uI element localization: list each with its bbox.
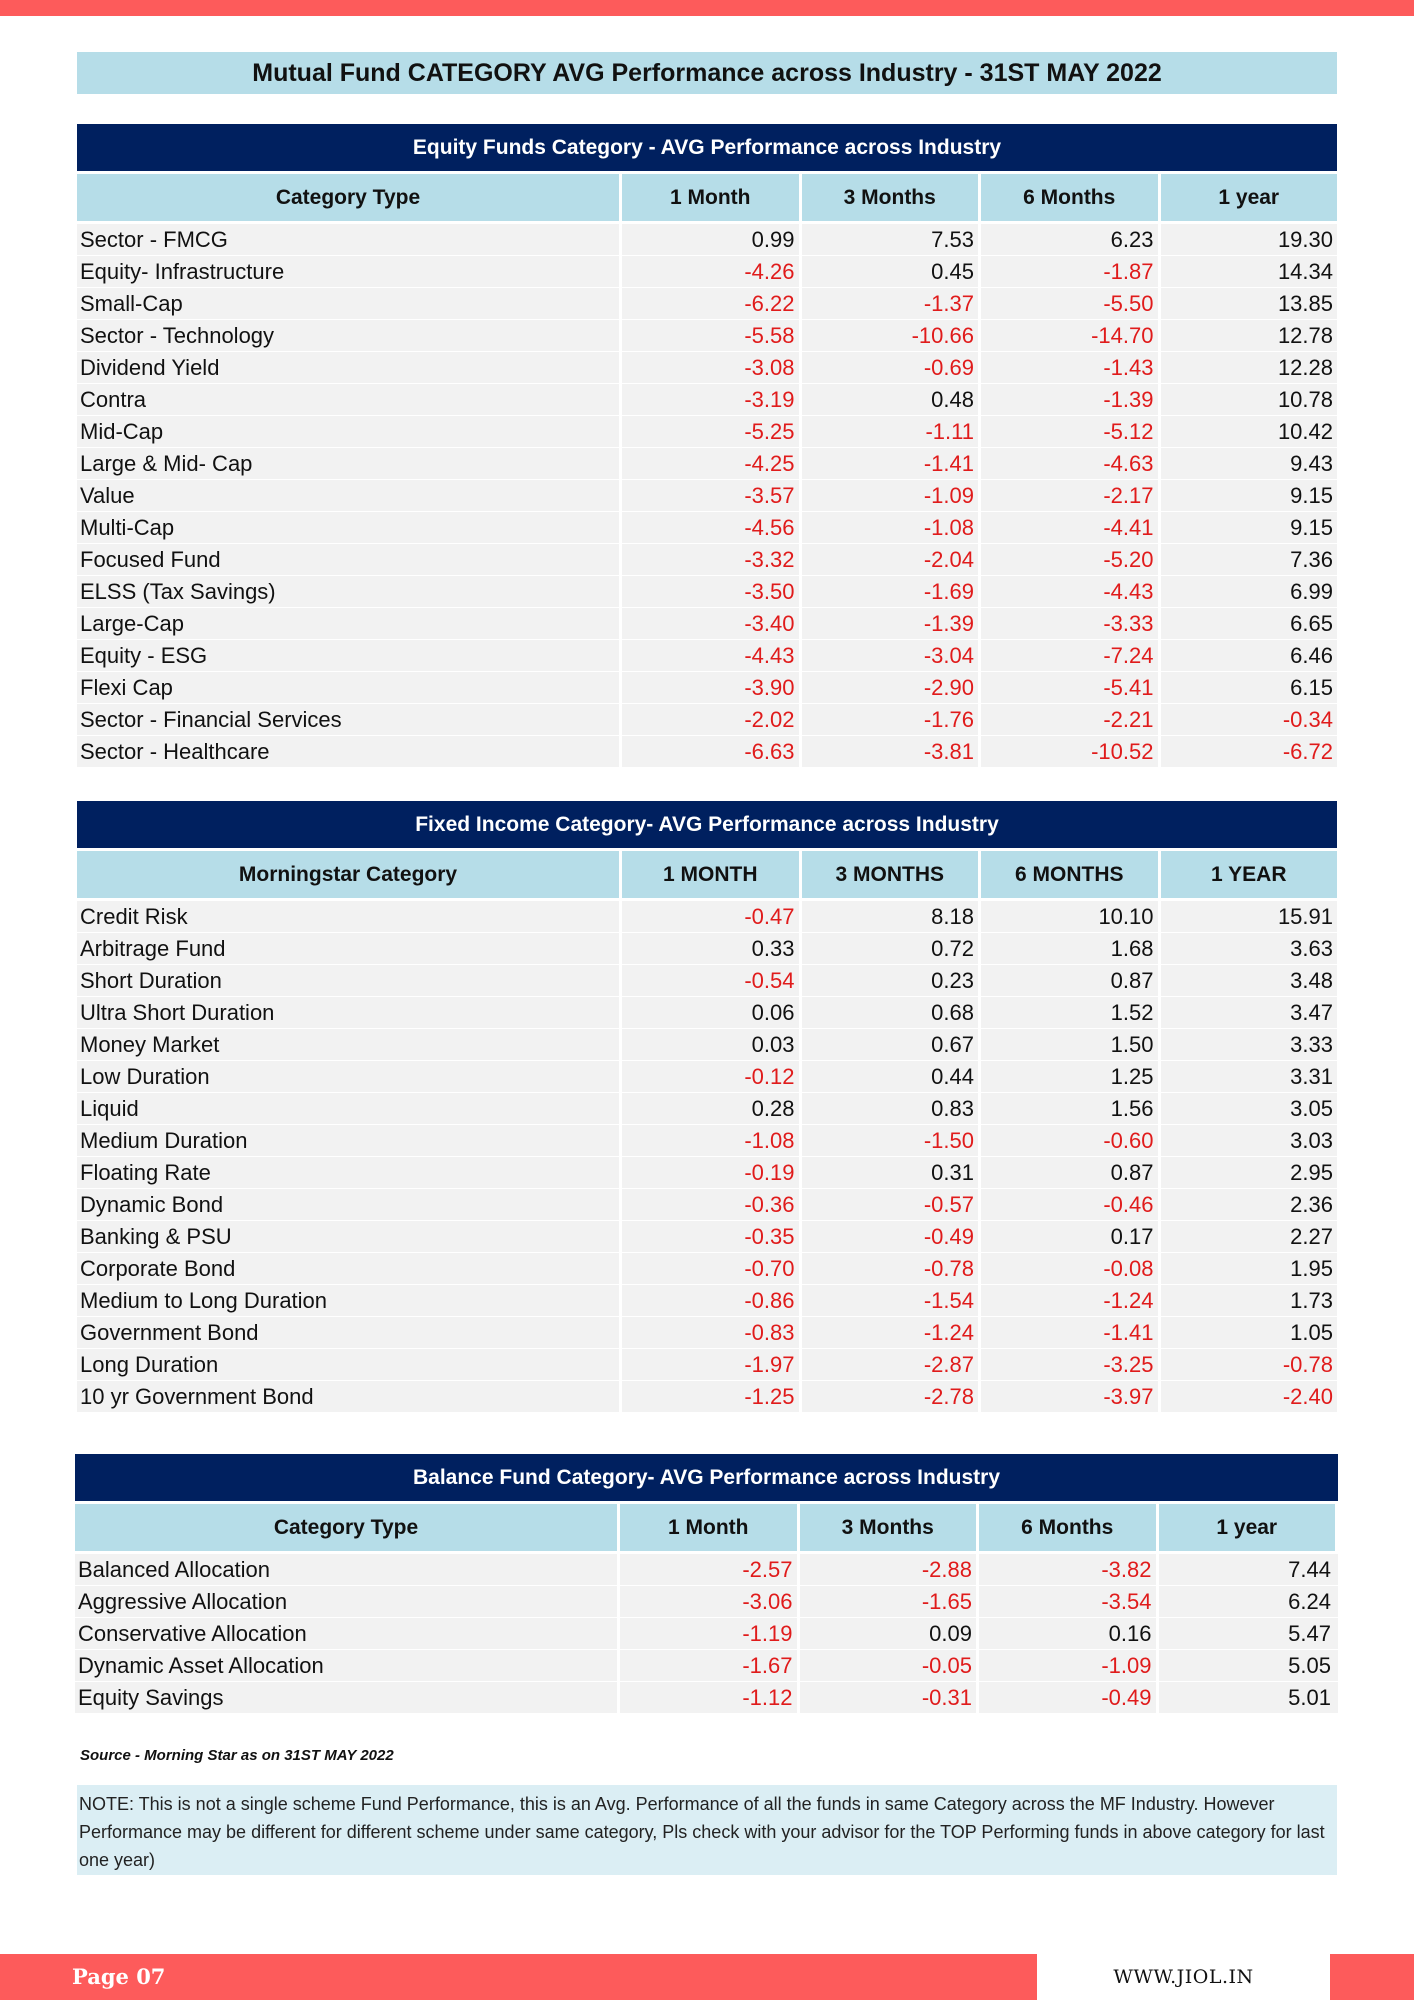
category-name-cell: Equity Savings [78, 1685, 224, 1710]
table-row [77, 1125, 1337, 1157]
return-value-cell: -5.25 [619, 416, 799, 447]
category-name-cell: Flexi Cap [80, 675, 173, 700]
return-value-cell: 1.05 [1158, 1317, 1338, 1348]
category-name-cell: ELSS (Tax Savings) [80, 579, 276, 604]
return-value-cell: -1.24 [799, 1317, 979, 1348]
footer-bar-end [1330, 1954, 1414, 2000]
table-row [75, 1682, 1338, 1714]
return-value-cell: 9.15 [1158, 512, 1338, 543]
category-name-cell: Large-Cap [80, 611, 184, 636]
return-value-cell: -6.22 [619, 288, 799, 319]
table-row [77, 1221, 1337, 1253]
return-value-cell: 6.65 [1158, 608, 1338, 639]
return-value-cell: -0.86 [619, 1285, 799, 1316]
return-value-cell: -0.78 [1158, 1349, 1338, 1380]
return-value-cell: 1.50 [978, 1029, 1158, 1060]
return-value-cell: -10.66 [799, 320, 979, 351]
column-header: 6 MONTHS [978, 851, 1158, 898]
return-value-cell: 6.23 [978, 224, 1158, 255]
return-value-cell: 9.15 [1158, 480, 1338, 511]
category-name-cell: Large & Mid- Cap [80, 451, 253, 476]
return-value-cell: -0.36 [619, 1189, 799, 1220]
return-value-cell: -0.05 [797, 1650, 977, 1681]
return-value-cell: 0.45 [799, 256, 979, 287]
category-name-cell: Balanced Allocation [78, 1557, 271, 1582]
return-value-cell: -4.43 [619, 640, 799, 671]
return-value-cell: -1.41 [799, 448, 979, 479]
return-value-cell: 1.25 [978, 1061, 1158, 1092]
column-header: 1 MONTH [619, 851, 799, 898]
return-value-cell: 0.17 [978, 1221, 1158, 1252]
table-row [75, 1554, 1338, 1586]
column-header: Morningstar Category [77, 851, 619, 898]
website-link[interactable]: WWW.JIOL.IN [1113, 1966, 1254, 1988]
return-value-cell: -7.24 [978, 640, 1158, 671]
category-name-cell: Sector - Technology [80, 323, 275, 348]
return-value-cell: -1.12 [617, 1682, 797, 1713]
return-value-cell: -0.35 [619, 1221, 799, 1252]
category-name-cell: Low Duration [80, 1064, 210, 1089]
return-value-cell: -3.32 [619, 544, 799, 575]
column-header: 1 Month [619, 174, 799, 221]
return-value-cell: 3.05 [1158, 1093, 1338, 1124]
table-row [77, 224, 1337, 256]
category-name-cell: Conservative Allocation [78, 1621, 307, 1646]
return-value-cell: -1.09 [976, 1650, 1156, 1681]
balance-fund-table [75, 1454, 1338, 1714]
return-value-cell: 10.10 [978, 901, 1158, 932]
return-value-cell: -3.54 [976, 1586, 1156, 1617]
category-name-cell: Arbitrage Fund [80, 936, 226, 961]
table-row [77, 288, 1337, 320]
return-value-cell: -1.08 [799, 512, 979, 543]
return-value-cell: -0.57 [799, 1189, 979, 1220]
section-title: Equity Funds Category - AVG Performance across Industry [77, 124, 1337, 171]
return-value-cell: -0.60 [978, 1125, 1158, 1156]
return-value-cell: -1.25 [619, 1381, 799, 1412]
return-value-cell: -6.63 [619, 736, 799, 767]
category-name-cell: Value [80, 483, 135, 508]
return-value-cell: -1.09 [799, 480, 979, 511]
return-value-cell: 7.36 [1158, 544, 1338, 575]
table-body [77, 901, 1337, 1413]
table-row [77, 1349, 1337, 1381]
return-value-cell: -14.70 [978, 320, 1158, 351]
table-row [77, 965, 1337, 997]
return-value-cell: -1.43 [978, 352, 1158, 383]
return-value-cell: -1.11 [799, 416, 979, 447]
return-value-cell: -2.78 [799, 1381, 979, 1412]
top-accent-bar [0, 0, 1414, 16]
return-value-cell: -0.08 [978, 1253, 1158, 1284]
category-name-cell: Government Bond [80, 1320, 259, 1345]
return-value-cell: 0.87 [978, 1157, 1158, 1188]
return-value-cell: 3.31 [1158, 1061, 1338, 1092]
return-value-cell: 7.53 [799, 224, 979, 255]
return-value-cell: -5.58 [619, 320, 799, 351]
return-value-cell: 10.78 [1158, 384, 1338, 415]
return-value-cell: 6.99 [1158, 576, 1338, 607]
return-value-cell: -0.31 [797, 1682, 977, 1713]
table-row [77, 448, 1337, 480]
return-value-cell: -5.20 [978, 544, 1158, 575]
table-row [75, 1618, 1338, 1650]
return-value-cell: -3.81 [799, 736, 979, 767]
table-row [77, 1285, 1337, 1317]
category-name-cell: Sector - Financial Services [80, 707, 342, 732]
return-value-cell: 1.73 [1158, 1285, 1338, 1316]
category-name-cell: Sector - Healthcare [80, 739, 270, 764]
table-row [77, 1029, 1337, 1061]
return-value-cell: 1.52 [978, 997, 1158, 1028]
table-row [77, 544, 1337, 576]
return-value-cell: 1.68 [978, 933, 1158, 964]
section-title: Fixed Income Category- AVG Performance across Industry [77, 801, 1337, 848]
category-name-cell: Long Duration [80, 1352, 219, 1377]
category-name-cell: Medium to Long Duration [80, 1288, 328, 1313]
page-title: Mutual Fund CATEGORY AVG Performance across Industry - 31ST MAY 2022 [77, 52, 1337, 94]
return-value-cell: -0.47 [619, 901, 799, 932]
return-value-cell: 6.24 [1156, 1586, 1336, 1617]
return-value-cell: -3.82 [976, 1554, 1156, 1585]
table-row [77, 576, 1337, 608]
column-header: 6 Months [976, 1504, 1156, 1551]
table-row [77, 672, 1337, 704]
category-name-cell: Medium Duration [80, 1128, 248, 1153]
return-value-cell: -1.54 [799, 1285, 979, 1316]
return-value-cell: -1.19 [617, 1618, 797, 1649]
table-row [77, 997, 1337, 1029]
return-value-cell: 0.33 [619, 933, 799, 964]
category-name-cell: Dynamic Asset Allocation [78, 1653, 324, 1678]
column-header: 3 MONTHS [799, 851, 979, 898]
return-value-cell: 0.44 [799, 1061, 979, 1092]
return-value-cell: 3.03 [1158, 1125, 1338, 1156]
column-header: 1 Month [617, 1504, 797, 1551]
return-value-cell: 0.72 [799, 933, 979, 964]
return-value-cell: -2.90 [799, 672, 979, 703]
table-row [77, 256, 1337, 288]
return-value-cell: -0.12 [619, 1061, 799, 1092]
return-value-cell: 10.42 [1158, 416, 1338, 447]
table-row [77, 1093, 1337, 1125]
return-value-cell: -2.57 [617, 1554, 797, 1585]
table-row [77, 384, 1337, 416]
return-value-cell: -1.37 [799, 288, 979, 319]
return-value-cell: -3.19 [619, 384, 799, 415]
return-value-cell: 15.91 [1158, 901, 1338, 932]
return-value-cell: -4.26 [619, 256, 799, 287]
table-row [77, 1317, 1337, 1349]
table-row [77, 901, 1337, 933]
return-value-cell: -5.12 [978, 416, 1158, 447]
return-value-cell: 3.47 [1158, 997, 1338, 1028]
return-value-cell: -2.40 [1158, 1381, 1338, 1412]
category-name-cell: Equity - ESG [80, 643, 208, 668]
category-name-cell: 10 yr Government Bond [80, 1384, 314, 1409]
return-value-cell: -1.97 [619, 1349, 799, 1380]
category-name-cell: Short Duration [80, 968, 222, 993]
return-value-cell: -1.65 [797, 1586, 977, 1617]
return-value-cell: -2.88 [797, 1554, 977, 1585]
table-row [75, 1650, 1338, 1682]
return-value-cell: 12.28 [1158, 352, 1338, 383]
return-value-cell: 2.27 [1158, 1221, 1338, 1252]
return-value-cell: 14.34 [1158, 256, 1338, 287]
return-value-cell: 3.33 [1158, 1029, 1338, 1060]
return-value-cell: 0.16 [976, 1618, 1156, 1649]
column-header-row [77, 851, 1337, 898]
category-name-cell: Floating Rate [80, 1160, 211, 1185]
return-value-cell: 0.83 [799, 1093, 979, 1124]
return-value-cell: -0.49 [799, 1221, 979, 1252]
return-value-cell: 3.48 [1158, 965, 1338, 996]
table-row [77, 1061, 1337, 1093]
return-value-cell: 5.01 [1156, 1682, 1336, 1713]
return-value-cell: -1.39 [799, 608, 979, 639]
return-value-cell: 8.18 [799, 901, 979, 932]
table-row [77, 352, 1337, 384]
return-value-cell: -3.25 [978, 1349, 1158, 1380]
category-name-cell: Equity- Infrastructure [80, 259, 285, 284]
table-row [77, 704, 1337, 736]
return-value-cell: -0.34 [1158, 704, 1338, 735]
return-value-cell: -2.21 [978, 704, 1158, 735]
return-value-cell: -4.56 [619, 512, 799, 543]
return-value-cell: -10.52 [978, 736, 1158, 767]
return-value-cell: 2.95 [1158, 1157, 1338, 1188]
return-value-cell: -4.41 [978, 512, 1158, 543]
category-name-cell: Focused Fund [80, 547, 221, 572]
return-value-cell: -0.49 [976, 1682, 1156, 1713]
return-value-cell: -2.17 [978, 480, 1158, 511]
return-value-cell: 9.43 [1158, 448, 1338, 479]
return-value-cell: -1.69 [799, 576, 979, 607]
return-value-cell: -1.39 [978, 384, 1158, 415]
fixed-income-table [77, 801, 1337, 1413]
return-value-cell: -1.87 [978, 256, 1158, 287]
category-name-cell: Corporate Bond [80, 1256, 236, 1281]
column-header-row [75, 1504, 1338, 1551]
return-value-cell: -4.63 [978, 448, 1158, 479]
return-value-cell: -3.33 [978, 608, 1158, 639]
return-value-cell: 0.87 [978, 965, 1158, 996]
table-row [77, 933, 1337, 965]
source-note: Source - Morning Star as on 31ST MAY 2022 [80, 1747, 394, 1764]
page-number: Page 07 [72, 1964, 166, 1989]
return-value-cell: -3.57 [619, 480, 799, 511]
table-body [77, 224, 1337, 768]
return-value-cell: 0.23 [799, 965, 979, 996]
return-value-cell: -5.50 [978, 288, 1158, 319]
category-name-cell: Mid-Cap [80, 419, 164, 444]
return-value-cell: -3.50 [619, 576, 799, 607]
return-value-cell: 0.06 [619, 997, 799, 1028]
return-value-cell: 0.67 [799, 1029, 979, 1060]
table-row [77, 640, 1337, 672]
category-name-cell: Money Market [80, 1032, 220, 1057]
section-title: Balance Fund Category- AVG Performance across Industry [75, 1454, 1338, 1501]
column-header: 3 Months [799, 174, 979, 221]
category-name-cell: Credit Risk [80, 904, 188, 929]
table-row [77, 416, 1337, 448]
category-name-cell: Sector - FMCG [80, 227, 228, 252]
return-value-cell: 0.03 [619, 1029, 799, 1060]
column-header-row [77, 174, 1337, 221]
return-value-cell: 2.36 [1158, 1189, 1338, 1220]
return-value-cell: 1.95 [1158, 1253, 1338, 1284]
category-name-cell: Dynamic Bond [80, 1192, 224, 1217]
return-value-cell: -3.97 [978, 1381, 1158, 1412]
return-value-cell: -0.54 [619, 965, 799, 996]
return-value-cell: 5.47 [1156, 1618, 1336, 1649]
return-value-cell: -4.25 [619, 448, 799, 479]
category-name-cell: Multi-Cap [80, 515, 175, 540]
return-value-cell: -3.90 [619, 672, 799, 703]
table-row [77, 736, 1337, 768]
disclaimer-note: NOTE: This is not a single scheme Fund Performance, this is an Avg. Performance of all the funds in same Category across the MF Industry. However Performance may be different for different scheme under same category, Pls check with your advisor for the TOP Performing funds in above category for last one year) [77, 1785, 1337, 1875]
equity-funds-table [77, 124, 1337, 768]
category-name-cell: Dividend Yield [80, 355, 220, 380]
category-name-cell: Ultra Short Duration [80, 1000, 275, 1025]
return-value-cell: -3.06 [617, 1586, 797, 1617]
column-header: 3 Months [797, 1504, 977, 1551]
return-value-cell: -4.43 [978, 576, 1158, 607]
return-value-cell: 0.28 [619, 1093, 799, 1124]
return-value-cell: -1.08 [619, 1125, 799, 1156]
category-name-cell: Aggressive Allocation [78, 1589, 288, 1614]
table-row [77, 320, 1337, 352]
table-row [77, 1157, 1337, 1189]
table-row [77, 480, 1337, 512]
return-value-cell: -6.72 [1158, 736, 1338, 767]
column-header: 6 Months [978, 174, 1158, 221]
return-value-cell: -5.41 [978, 672, 1158, 703]
table-row [77, 1189, 1337, 1221]
return-value-cell: 6.46 [1158, 640, 1338, 671]
return-value-cell: -1.24 [978, 1285, 1158, 1316]
return-value-cell: 0.09 [797, 1618, 977, 1649]
return-value-cell: -1.67 [617, 1650, 797, 1681]
return-value-cell: 0.68 [799, 997, 979, 1028]
return-value-cell: -0.19 [619, 1157, 799, 1188]
return-value-cell: 0.99 [619, 224, 799, 255]
return-value-cell: -1.50 [799, 1125, 979, 1156]
return-value-cell: -0.83 [619, 1317, 799, 1348]
column-header: 1 year [1156, 1504, 1336, 1551]
return-value-cell: 19.30 [1158, 224, 1338, 255]
return-value-cell: -0.69 [799, 352, 979, 383]
return-value-cell: 13.85 [1158, 288, 1338, 319]
column-header: 1 year [1158, 174, 1338, 221]
return-value-cell: -0.78 [799, 1253, 979, 1284]
return-value-cell: 7.44 [1156, 1554, 1336, 1585]
column-header: Category Type [77, 174, 619, 221]
return-value-cell: 5.05 [1156, 1650, 1336, 1681]
return-value-cell: -0.46 [978, 1189, 1158, 1220]
table-row [75, 1586, 1338, 1618]
category-name-cell: Banking & PSU [80, 1224, 232, 1249]
table-body [75, 1554, 1338, 1714]
return-value-cell: -0.70 [619, 1253, 799, 1284]
return-value-cell: 6.15 [1158, 672, 1338, 703]
return-value-cell: 3.63 [1158, 933, 1338, 964]
table-row [77, 1253, 1337, 1285]
return-value-cell: 1.56 [978, 1093, 1158, 1124]
table-row [77, 608, 1337, 640]
return-value-cell: -1.41 [978, 1317, 1158, 1348]
table-row [77, 512, 1337, 544]
return-value-cell: -2.02 [619, 704, 799, 735]
category-name-cell: Liquid [80, 1096, 139, 1121]
column-header: Category Type [75, 1504, 617, 1551]
return-value-cell: -3.08 [619, 352, 799, 383]
return-value-cell: -3.04 [799, 640, 979, 671]
return-value-cell: -1.76 [799, 704, 979, 735]
category-name-cell: Contra [80, 387, 147, 412]
table-row [77, 1381, 1337, 1413]
return-value-cell: -2.87 [799, 1349, 979, 1380]
return-value-cell: -3.40 [619, 608, 799, 639]
return-value-cell: 0.48 [799, 384, 979, 415]
return-value-cell: -2.04 [799, 544, 979, 575]
category-name-cell: Small-Cap [80, 291, 183, 316]
return-value-cell: 0.31 [799, 1157, 979, 1188]
column-header: 1 YEAR [1158, 851, 1338, 898]
return-value-cell: 12.78 [1158, 320, 1338, 351]
